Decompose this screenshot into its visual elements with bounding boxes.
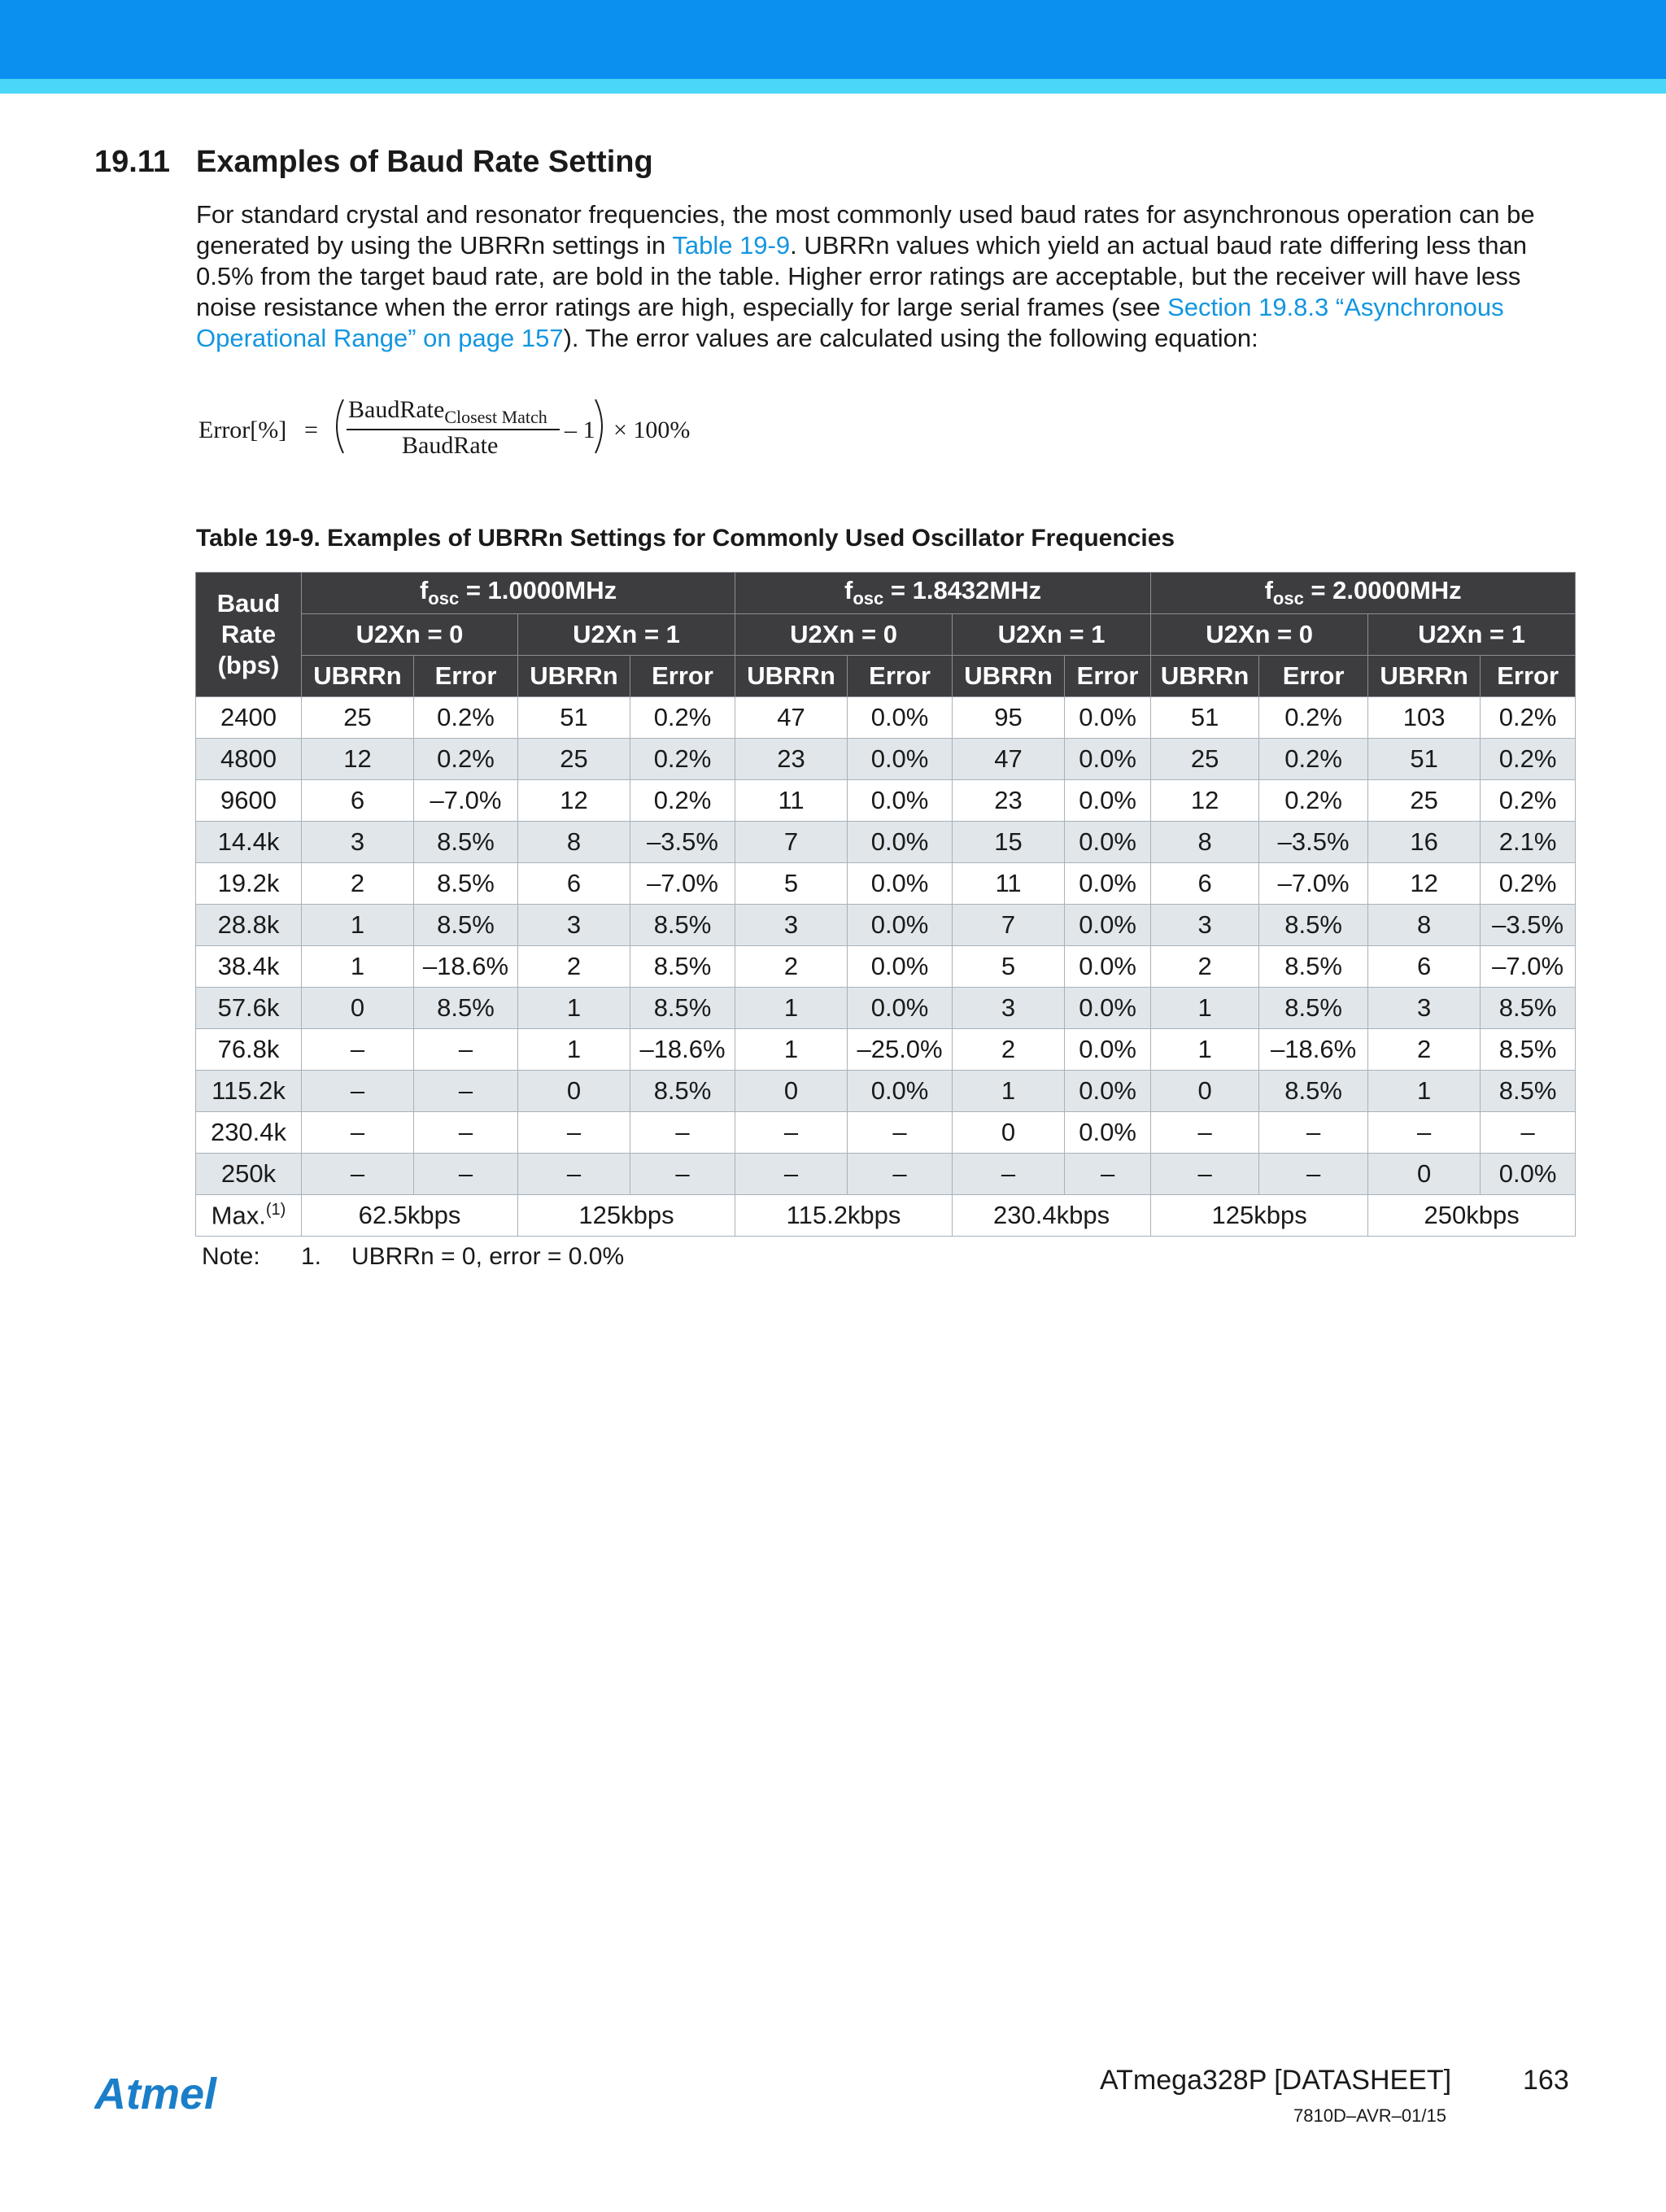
ubrr-value-cell: 0 [953, 1112, 1065, 1154]
atmel-logo [94, 2066, 241, 2123]
error-value-cell: 0.2% [1259, 780, 1368, 822]
table-caption: Table 19-9. Examples of UBRRn Settings for Commonly Used Oscillator Frequencies [196, 525, 1175, 552]
ubrr-value-cell: 12 [1151, 780, 1259, 822]
note-label: Note: [202, 1243, 260, 1270]
ubrr-value-cell: 23 [735, 739, 848, 780]
col-header-error: Error [848, 656, 953, 697]
error-value-cell: – [848, 1112, 953, 1154]
ubrr-value-cell: 0 [1368, 1154, 1481, 1195]
table-row [196, 1112, 1576, 1154]
error-value-cell: 2.1% [1481, 822, 1576, 863]
ubrr-value-cell: 47 [953, 739, 1065, 780]
error-value-cell: 0.2% [1259, 739, 1368, 780]
col-header-ubrr: UBRRn [1151, 656, 1259, 697]
ubrr-value-cell: 15 [953, 822, 1065, 863]
ubrr-value-cell: – [1151, 1112, 1259, 1154]
table-row [196, 905, 1576, 946]
error-value-cell: 8.5% [414, 822, 518, 863]
error-value-cell: – [848, 1154, 953, 1195]
error-value-cell: – [414, 1154, 518, 1195]
mode-header: U2Xn = 0 [302, 614, 518, 656]
header-accent-stripe [0, 79, 1666, 94]
baud-rate-cell: 115.2k [196, 1071, 302, 1112]
error-value-cell: 8.5% [1259, 905, 1368, 946]
ubrr-value-cell: 6 [1368, 946, 1481, 988]
ubrr-value-cell: – [302, 1071, 414, 1112]
error-value-cell: 0.0% [1065, 946, 1151, 988]
error-value-cell: 8.5% [1481, 1071, 1576, 1112]
section-19-8-3-link[interactable]: Section 19.8.3 “Asynchronous Operational Range” on page 157 [196, 293, 1504, 352]
document-code: 7810D–AVR–01/15 [1293, 2105, 1446, 2126]
table-19-9-link[interactable]: Table 19-9 [672, 231, 791, 260]
col-header-ubrr: UBRRn [953, 656, 1065, 697]
ubrr-value-cell: 5 [953, 946, 1065, 988]
error-value-cell: –25.0% [848, 1029, 953, 1071]
ubrr-value-cell: 6 [518, 863, 630, 905]
max-value-cell: 230.4kbps [953, 1195, 1151, 1237]
ubrr-value-cell: 25 [1368, 780, 1481, 822]
error-value-cell: 8.5% [1259, 946, 1368, 988]
error-value-cell: 0.0% [848, 822, 953, 863]
ubrr-value-cell: – [302, 1154, 414, 1195]
col-header-error: Error [630, 656, 735, 697]
error-value-cell: 8.5% [414, 863, 518, 905]
oscillator-header: $f_{osc} = 1.0000MHz$ [302, 573, 735, 614]
page-number: 163 [1523, 2065, 1569, 2096]
mode-header: U2Xn = 1 [1368, 614, 1576, 656]
ubrr-value-cell: 5 [735, 863, 848, 905]
error-value-cell: –3.5% [1259, 822, 1368, 863]
error-value-cell: 0.0% [848, 1071, 953, 1112]
equation-numerator: BaudRate$_{Closest Match}$ [348, 396, 547, 427]
error-equation [198, 395, 735, 460]
ubrr-value-cell: – [735, 1154, 848, 1195]
error-value-cell: 8.5% [630, 946, 735, 988]
table-row [196, 1029, 1576, 1071]
error-value-cell: 0.0% [1065, 1071, 1151, 1112]
col-header-ubrr: UBRRn [302, 656, 414, 697]
error-value-cell: –3.5% [630, 822, 735, 863]
ubrr-value-cell: 3 [1151, 905, 1259, 946]
ubrr-value-cell: 6 [1151, 863, 1259, 905]
table-row [196, 863, 1576, 905]
header-band [0, 0, 1666, 79]
error-value-cell: –3.5% [1481, 905, 1576, 946]
error-value-cell: – [1065, 1154, 1151, 1195]
max-row [196, 1195, 1576, 1237]
ubrr-value-cell: 1 [518, 988, 630, 1029]
equation-lhs: Error[%] [198, 417, 287, 443]
error-value-cell: 0.0% [848, 905, 953, 946]
ubrr-value-cell: 12 [302, 739, 414, 780]
ubrr-value-cell: 8 [518, 822, 630, 863]
ubrr-value-cell: 0 [302, 988, 414, 1029]
baud-rate-cell: 2400 [196, 697, 302, 739]
ubrr-value-cell: 3 [953, 988, 1065, 1029]
baud-rate-cell: 19.2k [196, 863, 302, 905]
ubrr-value-cell: 12 [518, 780, 630, 822]
error-value-cell: 0.0% [848, 697, 953, 739]
error-value-cell: 0.0% [848, 780, 953, 822]
ubrr-value-cell: 51 [1151, 697, 1259, 739]
error-value-cell: – [414, 1071, 518, 1112]
table-row [196, 780, 1576, 822]
error-value-cell: 0.0% [848, 739, 953, 780]
oscillator-header: $f_{osc} = 2.0000MHz$ [1151, 573, 1576, 614]
error-value-cell: –7.0% [1481, 946, 1576, 988]
ubrr-value-cell: 11 [953, 863, 1065, 905]
error-value-cell: 0.0% [848, 863, 953, 905]
intro-text-2: . UBRRn values which yield an actual baud rate differing less than 0.5% from the target baud rate, are bold in the table. Higher error ratings are acceptable, but the receiver will have less noise resistance when the error ratings are high, especially for large serial frames (see [196, 231, 1527, 321]
ubrr-value-cell: 0 [1151, 1071, 1259, 1112]
ubrr-value-cell: 8 [1368, 905, 1481, 946]
error-value-cell: 0.0% [848, 946, 953, 988]
error-value-cell: 8.5% [1481, 988, 1576, 1029]
col-header-error: Error [414, 656, 518, 697]
ubrr-value-cell: 0 [735, 1071, 848, 1112]
left-parenthesis-icon [329, 398, 347, 455]
col-header-error: Error [1481, 656, 1576, 697]
baud-rate-cell: 9600 [196, 780, 302, 822]
ubrr-settings-table [195, 572, 1576, 1237]
error-value-cell: 0.2% [1481, 780, 1576, 822]
table-row [196, 1071, 1576, 1112]
max-value-cell: 250kbps [1368, 1195, 1576, 1237]
error-value-cell: 8.5% [1259, 988, 1368, 1029]
error-value-cell: –18.6% [630, 1029, 735, 1071]
error-value-cell: 8.5% [1259, 1071, 1368, 1112]
error-value-cell: –7.0% [1259, 863, 1368, 905]
ubrr-value-cell: 51 [518, 697, 630, 739]
col-header-ubrr: UBRRn [518, 656, 630, 697]
col-header-error: Error [1259, 656, 1368, 697]
ubrr-value-cell: – [302, 1112, 414, 1154]
error-value-cell: 8.5% [630, 905, 735, 946]
mode-header: U2Xn = 1 [518, 614, 735, 656]
error-value-cell: – [414, 1112, 518, 1154]
table-row [196, 822, 1576, 863]
mode-header: U2Xn = 0 [1151, 614, 1368, 656]
equation-numerator-sub: Closest Match [444, 407, 547, 427]
error-value-cell: 0.0% [1065, 905, 1151, 946]
table-row [196, 946, 1576, 988]
mode-header: U2Xn = 0 [735, 614, 953, 656]
error-value-cell: 0.2% [1481, 697, 1576, 739]
error-value-cell: –7.0% [630, 863, 735, 905]
note-number: 1. [301, 1243, 322, 1270]
table-row [196, 697, 1576, 739]
ubrr-value-cell: 1 [953, 1071, 1065, 1112]
equation-times: × 100% [613, 417, 691, 443]
ubrr-value-cell: 1 [302, 905, 414, 946]
ubrr-value-cell: 1 [735, 1029, 848, 1071]
ubrr-value-cell: 16 [1368, 822, 1481, 863]
note-text: UBRRn = 0, error = 0.0% [351, 1243, 625, 1270]
error-value-cell: 0.0% [1065, 780, 1151, 822]
error-value-cell: –18.6% [1259, 1029, 1368, 1071]
ubrr-value-cell: 25 [1151, 739, 1259, 780]
ubrr-value-cell: 2 [953, 1029, 1065, 1071]
error-value-cell: – [1259, 1154, 1368, 1195]
error-value-cell: –7.0% [414, 780, 518, 822]
error-value-cell: 8.5% [414, 905, 518, 946]
ubrr-value-cell: 6 [302, 780, 414, 822]
ubrr-value-cell: – [302, 1029, 414, 1071]
error-value-cell: 0.0% [1065, 1112, 1151, 1154]
error-value-cell: 8.5% [630, 1071, 735, 1112]
error-value-cell: 8.5% [414, 988, 518, 1029]
table-row [196, 739, 1576, 780]
ubrr-value-cell: 1 [1151, 988, 1259, 1029]
baud-rate-header: Baud Rate (bps) [196, 573, 302, 697]
logo-text: Atmel [94, 2070, 217, 2118]
ubrr-value-cell: 95 [953, 697, 1065, 739]
max-value-cell: 125kbps [1151, 1195, 1368, 1237]
error-value-cell: 8.5% [630, 988, 735, 1029]
error-value-cell: – [1481, 1112, 1576, 1154]
baud-rate-cell: 250k [196, 1154, 302, 1195]
ubrr-value-cell: 7 [735, 822, 848, 863]
error-value-cell: –18.6% [414, 946, 518, 988]
section-heading [94, 145, 653, 180]
error-value-cell: 0.2% [1481, 739, 1576, 780]
ubrr-value-cell: – [1368, 1112, 1481, 1154]
baud-rate-cell: 28.8k [196, 905, 302, 946]
error-value-cell: 0.2% [1481, 863, 1576, 905]
ubrr-value-cell: 1 [518, 1029, 630, 1071]
ubrr-value-cell: 3 [518, 905, 630, 946]
table-note [202, 1243, 624, 1271]
ubrr-value-cell: 23 [953, 780, 1065, 822]
error-value-cell: 0.0% [1065, 697, 1151, 739]
fraction-bar [347, 429, 560, 430]
error-value-cell: 0.2% [1259, 697, 1368, 739]
ubrr-value-cell: 1 [735, 988, 848, 1029]
ubrr-value-cell: – [518, 1112, 630, 1154]
intro-paragraph [196, 199, 1571, 354]
error-value-cell: – [630, 1154, 735, 1195]
mode-header: U2Xn = 1 [953, 614, 1151, 656]
equation-equals: = [304, 417, 318, 443]
ubrr-value-cell: 3 [302, 822, 414, 863]
ubrr-value-cell: – [953, 1154, 1065, 1195]
table-row [196, 988, 1576, 1029]
ubrr-value-cell: 25 [302, 697, 414, 739]
ubrr-value-cell: – [518, 1154, 630, 1195]
error-value-cell: 0.0% [1065, 822, 1151, 863]
ubrr-value-cell: 51 [1368, 739, 1481, 780]
ubrr-value-cell: 2 [735, 946, 848, 988]
ubrr-value-cell: 1 [1151, 1029, 1259, 1071]
ubrr-value-cell: 2 [302, 863, 414, 905]
baud-rate-cell: 57.6k [196, 988, 302, 1029]
ubrr-value-cell: 7 [953, 905, 1065, 946]
baud-rate-cell: 38.4k [196, 946, 302, 988]
col-header-ubrr: UBRRn [735, 656, 848, 697]
error-value-cell: – [414, 1029, 518, 1071]
ubrr-value-cell: 47 [735, 697, 848, 739]
intro-text-3: ). The error values are calculated using the following equation: [563, 324, 1258, 352]
ubrr-value-cell: 25 [518, 739, 630, 780]
oscillator-header: $f_{osc} = 1.8432MHz$ [735, 573, 1151, 614]
error-value-cell: 0.2% [630, 780, 735, 822]
error-value-cell: 8.5% [1481, 1029, 1576, 1071]
error-value-cell: 0.2% [414, 697, 518, 739]
ubrr-value-cell: – [735, 1112, 848, 1154]
error-value-cell: 0.0% [848, 988, 953, 1029]
ubrr-value-cell: 8 [1151, 822, 1259, 863]
ubrr-value-cell: 2 [1151, 946, 1259, 988]
section-title: Examples of Baud Rate Setting [196, 145, 653, 179]
error-value-cell: 0.0% [1065, 1029, 1151, 1071]
intro-text-1: For standard crystal and resonator frequencies, the most commonly used baud rates for asynchronous operation can be generated by using the UBRRn settings in [196, 200, 1535, 260]
max-value-cell: 62.5kbps [302, 1195, 518, 1237]
baud-rate-cell: 76.8k [196, 1029, 302, 1071]
ubrr-value-cell: 2 [1368, 1029, 1481, 1071]
error-value-cell: – [1259, 1112, 1368, 1154]
table-row [196, 1154, 1576, 1195]
ubrr-value-cell: 3 [735, 905, 848, 946]
ubrr-value-cell: 103 [1368, 697, 1481, 739]
error-value-cell: 0.2% [630, 739, 735, 780]
error-value-cell: 0.0% [1065, 988, 1151, 1029]
ubrr-value-cell: 12 [1368, 863, 1481, 905]
ubrr-value-cell: 1 [1368, 1071, 1481, 1112]
ubrr-value-cell: – [1151, 1154, 1259, 1195]
max-value-cell: 115.2kbps [735, 1195, 953, 1237]
equation-denominator: BaudRate [402, 432, 499, 459]
baud-rate-cell: 230.4k [196, 1112, 302, 1154]
ubrr-value-cell: 3 [1368, 988, 1481, 1029]
max-label-cell: Max.$^{(1)}$ [196, 1195, 302, 1237]
ubrr-value-cell: 0 [518, 1071, 630, 1112]
footer-document-title: ATmega328P [DATASHEET] [1100, 2065, 1452, 2096]
section-number: 19.11 [94, 145, 170, 179]
baud-rate-cell: 14.4k [196, 822, 302, 863]
max-value-cell: 125kbps [518, 1195, 735, 1237]
error-value-cell: 0.0% [1065, 739, 1151, 780]
col-header-ubrr: UBRRn [1368, 656, 1481, 697]
ubrr-value-cell: 11 [735, 780, 848, 822]
error-value-cell: 0.0% [1065, 863, 1151, 905]
baud-rate-cell: 4800 [196, 739, 302, 780]
table-body [196, 697, 1576, 1237]
error-value-cell: – [630, 1112, 735, 1154]
error-value-cell: 0.0% [1481, 1154, 1576, 1195]
equation-minus-one: – 1 [565, 417, 595, 443]
ubrr-value-cell: 2 [518, 946, 630, 988]
error-value-cell: 0.2% [630, 697, 735, 739]
ubrr-value-cell: 1 [302, 946, 414, 988]
col-header-error: Error [1065, 656, 1151, 697]
right-parenthesis-icon [592, 398, 610, 455]
error-value-cell: 0.2% [414, 739, 518, 780]
